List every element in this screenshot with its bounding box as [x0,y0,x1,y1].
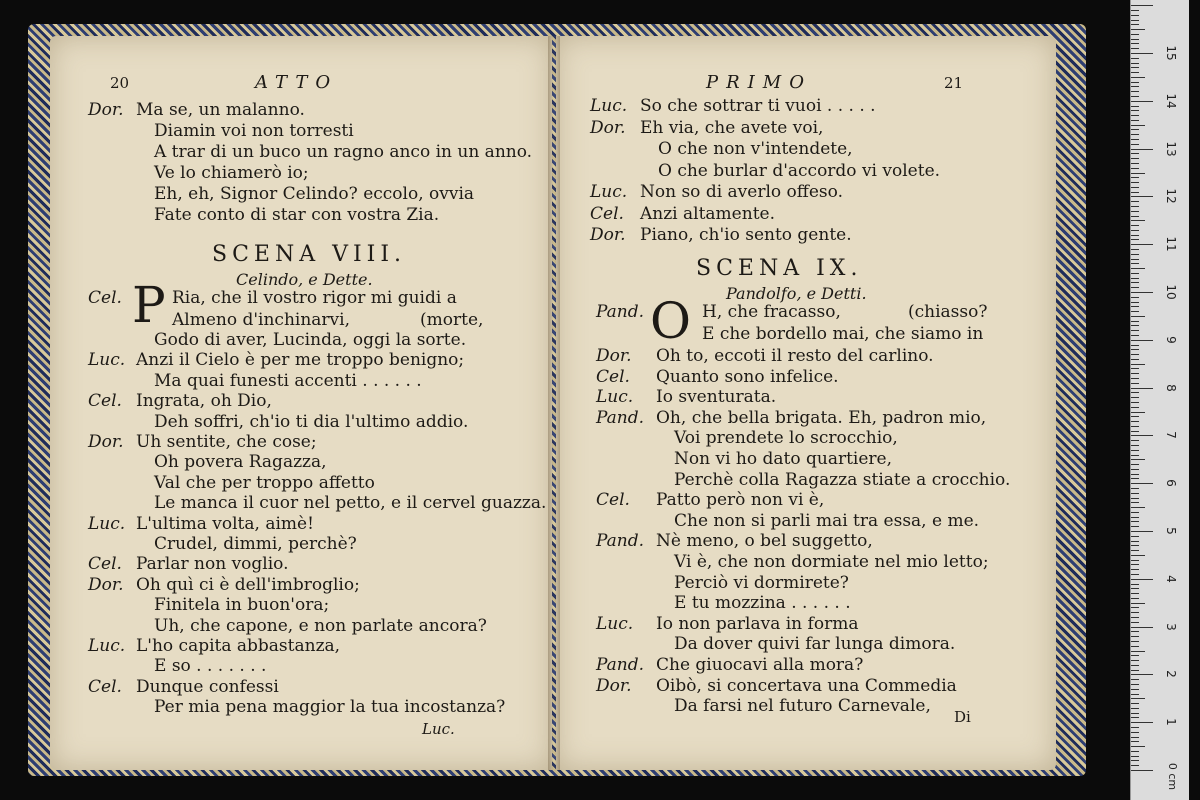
book-gutter [548,36,560,770]
verse-text: Crudel, dimmi, perchè? [154,534,357,554]
ruler-tick [1131,545,1139,546]
ruler-tick [1131,708,1139,709]
ruler-tick [1131,187,1139,188]
drop-cap: P [132,276,166,334]
verse-text: (morte, [420,310,484,330]
verse-text: Finitela in buon'ora; [154,595,330,616]
ruler-tick [1131,397,1139,398]
scene-cast: Celindo, e Dette. [236,270,373,289]
speaker-label: Dor. [88,574,124,595]
ruler-tick [1131,459,1145,460]
scene-title: SCENA IX. [696,256,863,281]
running-head: PRIMO [706,72,812,93]
ruler-tick [1131,239,1139,240]
verse-text: Patto però non vi è, [656,490,825,511]
ruler-number: 3 [1164,622,1178,631]
ruler-tick [1131,278,1139,279]
ruler-tick [1131,679,1139,680]
verse-text: Per mia pena maggior la tua incostanza? [154,697,506,718]
ruler-number: 14 [1164,93,1178,109]
ruler-tick [1131,607,1139,608]
ruler-tick [1131,72,1139,73]
verse-text: Diamin voi non torresti [154,121,354,141]
ruler-tick [1131,373,1139,374]
verse-text: Non so di averlo offeso. [640,182,843,202]
ruler-tick [1131,297,1139,298]
speaker-label: Pand. [596,407,645,428]
ruler-tick [1131,588,1139,589]
speaker-label: Pand. [596,302,645,322]
speaker-label: Luc. [596,613,634,634]
ruler-tick [1131,440,1139,441]
right-page [556,36,1056,770]
ruler-tick [1131,531,1153,532]
verse-text: Ingrata, oh Dio, [136,391,272,412]
ruler-tick [1131,579,1153,580]
ruler-tick [1131,306,1139,307]
ruler-tick [1131,359,1139,360]
ruler-tick [1131,325,1139,326]
ruler-tick [1131,120,1139,121]
verse-text: A trar di un buco un ragno anco in un anno. [154,142,533,162]
ruler-number: 11 [1164,236,1178,252]
ruler-tick [1131,670,1139,671]
ruler-tick [1131,622,1139,623]
speaker-label: Cel. [596,366,630,387]
ruler-tick [1131,651,1145,652]
ruler-tick [1131,512,1139,513]
verse-text: O che non v'intendete, [658,139,853,159]
verse-text: Oibò, si concertava una Commedia [656,675,957,696]
measurement-ruler [1130,0,1189,800]
verse-text: Deh soffri, ch'io ti dia l'ultimo addio. [154,411,469,432]
ruler-tick [1131,474,1139,475]
ruler-tick [1131,737,1139,738]
verse-text: E che bordello mai, che siamo in [702,324,984,344]
ruler-tick [1131,689,1139,690]
ruler-tick [1131,483,1153,484]
verse-text: Nè meno, o bel suggetto, [656,531,873,552]
ruler-tick [1131,173,1145,174]
verse-text: Piano, ch'io sento gente. [640,225,852,245]
running-head: ATTO [255,72,339,93]
ruler-tick [1131,115,1139,116]
ruler-tick [1131,402,1139,403]
left-page [50,36,552,770]
verse-text: Da farsi nel futuro Carnevale, [674,696,931,717]
verse-text: Quanto sono infelice. [656,366,839,387]
ruler-tick [1131,469,1139,470]
verse-text: Anzi altamente. [640,203,775,224]
speaker-label: Luc. [590,182,628,202]
speaker-label: Cel. [590,203,624,224]
ruler-tick [1131,684,1139,685]
ruler-tick [1131,321,1139,322]
ruler-tick [1131,421,1139,422]
ruler-tick [1131,674,1153,675]
ruler-tick [1131,455,1139,456]
ruler-tick [1131,631,1139,632]
verse-text: Perchè colla Ragazza stiate a crocchio. [674,469,1011,490]
ruler-tick [1131,58,1139,59]
ruler-tick [1131,29,1145,30]
ruler-tick [1131,378,1139,379]
verse-text: Da dover quivi far lunga dimora. [674,634,956,655]
ruler-tick [1131,564,1139,565]
ruler-number: 7 [1164,431,1178,440]
ruler-tick [1131,450,1139,451]
ruler-tick [1131,129,1139,130]
speaker-label: Dor. [88,100,124,120]
ruler-number: 2 [1164,670,1178,679]
ruler-tick [1131,426,1139,427]
speaker-label: Cel. [88,676,122,697]
ruler-tick [1131,598,1139,599]
ruler-tick [1131,15,1139,16]
verse-text: Oh to, eccoti il resto del carlino. [656,346,934,366]
verse-text: (chiasso? [908,302,988,322]
ruler-tick [1131,10,1139,11]
speaker-label: Cel. [596,490,630,511]
ruler-tick [1131,311,1139,312]
ruler-tick [1131,235,1139,236]
catchword: Di [954,708,971,726]
ruler-tick [1131,96,1139,97]
verse-text: Uh, che capone, e non parlate ancora? [154,615,487,636]
ruler-tick [1131,593,1139,594]
scene-cast: Pandolfo, e Detti. [726,284,867,303]
verse-text: Almeno d'inchinarvi, [172,310,350,330]
ruler-tick [1131,110,1139,111]
ruler-tick [1131,741,1139,742]
ruler-tick [1131,732,1139,733]
verse-text: L'ho capita abbastanza, [136,636,341,656]
ruler-number: 15 [1164,45,1178,61]
speaker-label: Pand. [596,655,645,675]
speaker-label: Pand. [596,531,645,552]
verse-text: Io sventurata. [656,387,777,408]
verse-text: Ma quai funesti accenti . . . . . . [154,370,422,391]
verse-text: Oh quì ci è dell'imbroglio; [136,574,360,595]
ruler-tick [1131,273,1139,274]
verse-text: Parlar non voglio. [136,554,289,575]
ruler-tick [1131,139,1139,140]
ruler-tick [1131,216,1139,217]
ruler-tick [1131,555,1145,556]
ruler-tick [1131,746,1145,747]
speaker-label: Dor. [596,346,632,366]
speaker-label: Luc. [590,96,628,116]
ruler-tick [1131,435,1153,436]
ruler-tick [1131,196,1153,197]
verse-text: Eh via, che avete voi, [640,117,824,138]
ruler-tick [1131,67,1139,68]
ruler-tick [1131,268,1145,269]
ruler-tick [1131,153,1139,154]
ruler-tick [1131,249,1139,250]
speaker-label: Dor. [88,432,124,452]
ruler-tick [1131,498,1139,499]
ruler-tick [1131,478,1139,479]
verse-text: Voi prendete lo scrocchio, [674,428,898,449]
ruler-tick [1131,665,1139,666]
ruler-tick [1131,412,1145,413]
ruler-tick [1131,368,1139,369]
page-number: 20 [110,74,130,92]
ruler-tick [1131,254,1139,255]
speaker-label: Dor. [590,225,626,245]
ruler-tick [1131,584,1139,585]
ruler-tick [1131,340,1153,341]
ruler-tick [1131,82,1139,83]
ruler-tick [1131,101,1153,102]
ruler-tick [1131,134,1139,135]
verse-text: Ve lo chiamerò io; [154,163,309,183]
ruler-tick [1131,345,1139,346]
ruler-tick [1131,302,1139,303]
ruler-tick [1131,282,1139,283]
ruler-tick [1131,330,1139,331]
verse-text: Vi è, che non dormiate nel mio letto; [674,552,989,572]
ruler-tick [1131,287,1139,288]
verse-text: L'ultima volta, aimè! [136,513,314,534]
ruler-tick [1131,206,1139,207]
verse-text: Oh, che bella brigata. Eh, padron mio, [656,407,987,428]
ruler-tick [1131,464,1139,465]
ruler-tick [1131,493,1139,494]
ruler-tick [1131,364,1145,365]
ruler-tick [1131,488,1139,489]
ruler-tick [1131,86,1139,87]
ruler-unit: 0 cm [1166,762,1180,791]
ruler-tick [1131,211,1139,212]
ruler-tick [1131,751,1139,752]
ruler-tick [1131,521,1139,522]
ruler-tick [1131,168,1139,169]
ruler-tick [1131,383,1139,384]
verse-text: Non vi ho dato quartiere, [674,449,892,469]
verse-text: Ma se, un malanno. [136,100,305,120]
speaker-label: Luc. [88,350,126,371]
ruler-tick [1131,431,1139,432]
ruler-tick [1131,416,1139,417]
ruler-tick [1131,756,1139,757]
ruler-tick [1131,655,1139,656]
ruler-tick [1131,20,1139,21]
ruler-tick [1131,230,1139,231]
ruler-tick [1131,770,1153,771]
ruler-tick [1131,125,1145,126]
verse-text: Ria, che il vostro rigor mi guidi a [172,288,457,308]
ruler-tick [1131,727,1139,728]
ruler-tick [1131,91,1139,92]
ruler-tick [1131,43,1139,44]
ruler-number: 5 [1164,527,1178,535]
ruler-tick [1131,354,1139,355]
verse-text: Che giuocavi alla mora? [656,655,864,675]
ruler-tick [1131,722,1153,723]
ruler-tick [1131,158,1139,159]
ruler-tick [1131,48,1139,49]
ruler-tick [1131,617,1139,618]
ruler-tick [1131,106,1139,107]
ruler-tick [1131,24,1139,25]
ruler-tick [1131,53,1153,54]
ruler-tick [1131,713,1139,714]
ruler-tick [1131,760,1139,761]
ruler-tick [1131,765,1139,766]
ruler-tick [1131,5,1153,6]
verse-text: Anzi il Cielo è per me troppo benigno; [136,350,465,371]
speaker-label: Luc. [88,513,126,534]
ruler-tick [1131,177,1139,178]
ruler-tick [1131,612,1139,613]
speaker-label: Cel. [88,288,122,308]
ruler-tick [1131,698,1145,699]
ruler-tick [1131,603,1145,604]
ruler-tick [1131,220,1145,221]
ruler-tick [1131,349,1139,350]
ruler-tick [1131,694,1139,695]
verse-text: Godo di aver, Lucinda, oggi la sorte. [154,330,467,350]
verse-text: Perciò vi dormirete? [674,572,849,593]
verse-text: Che non si parli mai tra essa, e me. [674,510,980,531]
ruler-tick [1131,541,1139,542]
catchword: Luc. [422,720,455,738]
ruler-tick [1131,244,1153,245]
verse-text: Io non parlava in forma [656,613,859,634]
ruler-tick [1131,502,1139,503]
ruler-tick [1131,517,1139,518]
ruler-tick [1131,388,1153,389]
verse-text: Le manca il cuor nel petto, e il cervel guazza. [154,493,547,514]
ruler-tick [1131,335,1139,336]
ruler-tick [1131,34,1139,35]
verse-text: O che burlar d'accordo vi volete. [658,160,941,181]
ruler-tick [1131,182,1139,183]
ruler-tick [1131,560,1139,561]
verse-text: E tu mozzina . . . . . . [674,593,851,614]
ruler-tick [1131,292,1153,293]
ruler-tick [1131,192,1139,193]
verse-text: Val che per troppo affetto [154,472,375,493]
drop-cap: O [650,292,691,350]
ruler-tick [1131,407,1139,408]
ruler-number: 9 [1164,335,1178,344]
ruler-tick [1131,641,1139,642]
scene-title: SCENA VIII. [212,242,407,267]
verse-text: Oh povera Ragazza, [154,452,327,473]
ruler-tick [1131,574,1139,575]
ruler-tick [1131,225,1139,226]
speaker-label: Cel. [88,554,122,575]
ruler-tick [1131,646,1139,647]
ruler-tick [1131,550,1139,551]
ruler-tick [1131,263,1139,264]
ruler-tick [1131,316,1145,317]
ruler-tick [1131,569,1139,570]
ruler-tick [1131,63,1139,64]
ruler-number: 8 [1164,383,1178,392]
ruler-number: 6 [1164,479,1178,487]
ruler-tick [1131,445,1139,446]
verse-text: Fate conto di star con vostra Zia. [154,205,440,225]
speaker-label: Luc. [596,387,634,408]
verse-text: Uh sentite, che cose; [136,432,317,452]
page-number: 21 [944,74,964,92]
verse-text: H, che fracasso, [702,302,841,322]
ruler-tick [1131,627,1153,628]
verse-text: Eh, eh, Signor Celindo? eccolo, ovvia [154,184,475,204]
ruler-number: 1 [1164,718,1178,726]
ruler-tick [1131,507,1145,508]
ruler-number: 10 [1164,284,1178,300]
ruler-tick [1131,259,1139,260]
verse-text: So che sottrar ti vuoi . . . . . [640,96,876,116]
ruler-tick [1131,703,1139,704]
speaker-label: Dor. [596,675,632,696]
ruler-tick [1131,39,1139,40]
ruler-tick [1131,163,1139,164]
ruler-tick [1131,392,1139,393]
ruler-tick [1131,660,1139,661]
ruler-number: 4 [1164,574,1178,583]
ruler-tick [1131,636,1139,637]
ruler-tick [1131,717,1139,718]
speaker-label: Luc. [88,636,126,656]
ruler-tick [1131,536,1139,537]
verse-text: Dunque confessi [136,676,279,697]
speaker-label: Dor. [590,117,626,138]
ruler-tick [1131,144,1139,145]
ruler-number: 12 [1164,188,1178,205]
ruler-tick [1131,201,1139,202]
ruler-tick [1131,77,1145,78]
verse-text: E so . . . . . . . [154,656,267,677]
ruler-tick [1131,149,1153,150]
ruler-tick [1131,526,1139,527]
ruler-number: 13 [1164,140,1178,157]
speaker-label: Cel. [88,391,122,412]
